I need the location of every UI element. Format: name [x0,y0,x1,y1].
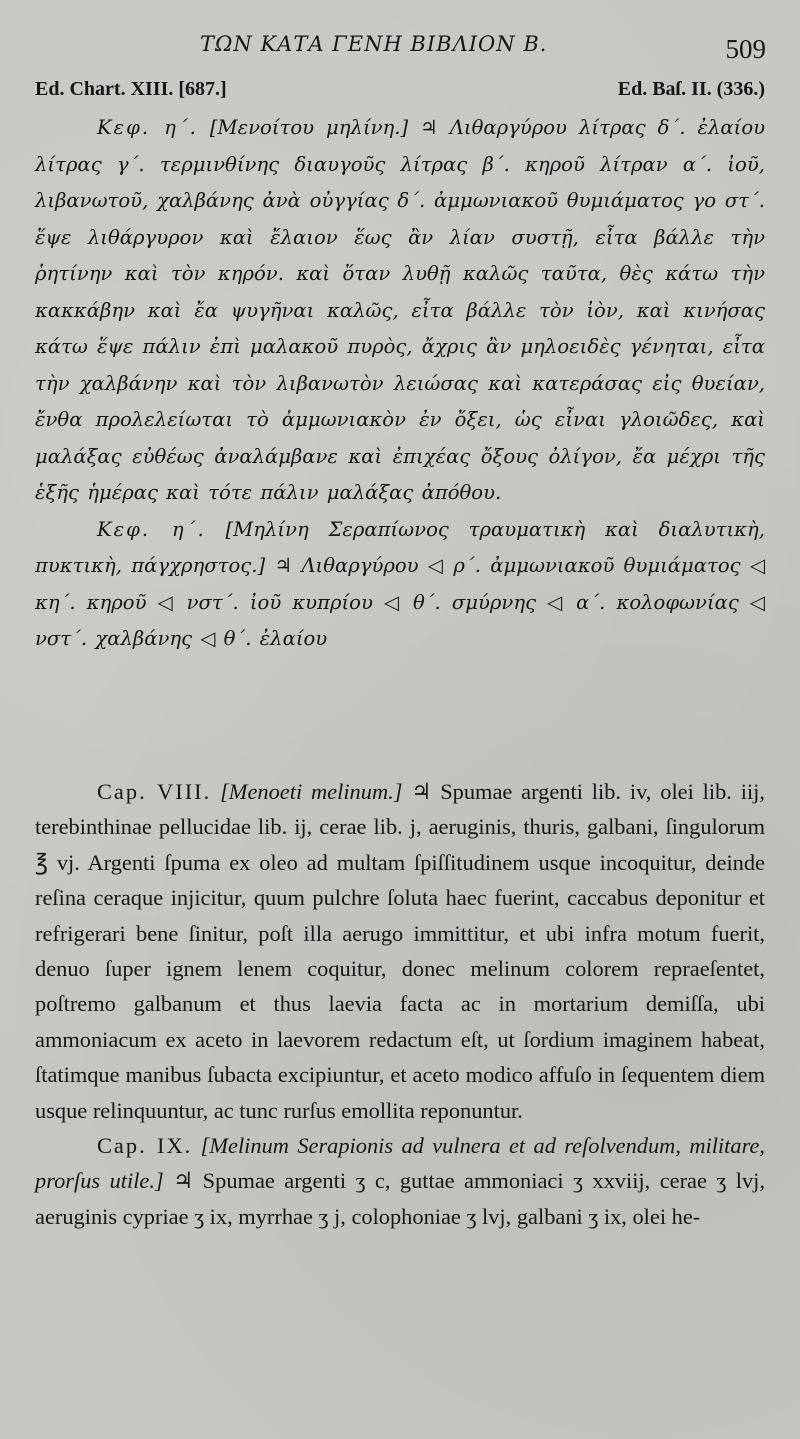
greek-paragraph-chapter-8 [35,110,765,512]
latin-chapter-body: ♃ Spumae argenti lib. iv, olei lib. iij, terebinthinae pellucidae lib. ij, cerae lib. j, aeruginis, thuris, galbani, ſingulorum ℥ vj. Argenti ſpuma ex oleo ad multam ſpiſſitudinem usque incoquitur, deinde reſina ceraque injicitur, quum pulchre ſoluta haec fuerint, caccabus deponitur et refrigerari bene ſinitur, poſt illa aerugo immittitur, et ubi infra motum fuerit, denuo ſuper ignem lenem coquitur, donec melinum colorem repraeſentet, poſtremo galbanum et thus laevia facta ac in mortarium demiſſa, ubi ammoniacum ex aceto in laevorem redactum eſt, ut ſordium imaginem habeat, ſtatimque manibus ſubacta excipiuntur, et aceto modico affuſo in ſequentem diem usque relinquuntur, ac tunc rurſus emollita reponuntur. [35,779,765,1123]
running-head [0,30,800,64]
latin-text [35,774,765,1234]
latin-paragraph-cap-9 [35,1128,765,1234]
page-number: 509 [725,34,766,64]
latin-chapter-title: [Menoeti melinum.] [220,779,403,804]
greek-chapter-body: ♃ Λιθαργύρου λίτρας δ΄. ἐλαίου λίτρας γ΄. τερμινθίνης διαυγοῦς λίτρας β΄. κηροῦ λίτραν α΄. ἰοῦ, λιβανωτοῦ, χαλβάνης ἀνὰ οὐγγίας δ΄. ἀμμωνιακοῦ θυμιάματος γο στ΄. ἕψε λιθάργυρον καὶ ἔλαιον ἕως ἂν λίαν συστῇ, εἶτα βάλλε τὴν ῥητίνην καὶ τὸν κηρόν. καὶ ὅταν λυθῇ καλῶς ταῦτα, θὲς κάτω τὴν κακκάβην καὶ ἔα ψυγῆναι καλῶς, εἶτα βάλλε τὸν ἰὸν, καὶ κινήσας κάτω ἕψε πάλιν ἐπὶ μαλακοῦ πυρὸς, ἄχρις ἂν μηλοειδὲς γένηται, εἶτα τὴν χαλβάνην καὶ τὸν λιβανωτὸν λειώσας καὶ κατεράσας εἰς θυείαν, ἔνθα προλελείωται τὸ ἀμμωνιακὸν ἐν ὄξει, ὡς εἶναι γλοιῶδες, καὶ μαλάξας εὐθέως ἀναλάμβανε καὶ ἐπιχέας ὄξους ὀλίγον, ἔα μέχρι τῆς ἑξῆς ἡμέρας καὶ τότε πάλιν μαλάξας ἀπόθου. [35,116,766,504]
edition-chartier: Ed. Chart. XIII. [687.] [35,78,227,100]
greek-chapter-title: [Μενοίτου μηλίνη.] [209,116,409,139]
greek-text [35,110,765,658]
latin-chapter-label: Cap. IX. [97,1133,193,1159]
latin-chapter-body: ♃ Spumae argenti ʒ c, guttae ammoniaci ʒ xxviij, cerae ʒ lvj, aeruginis cypriae ʒ ix, myrrhae ʒ j, colophoniae ʒ lvj, galbani ʒ ix, olei he- [35,1168,765,1229]
greek-chapter-label: Κεφ. η΄. [97,116,198,139]
greek-chapter-label: Κεφ. η΄. [97,517,206,541]
greek-paragraph-chapter-8b [35,512,765,658]
latin-chapter-label: Cap. VIII. [97,779,212,804]
running-title: ΤΩΝ ΚΑΤΑ ΓΕΝΗ ΒΙΒΛΙΟΝ Β. [200,32,548,56]
edition-basel: Ed. Baſ. II. (336.) [617,78,765,100]
latin-chapter-title: [Melinum Serapionis ad vulnera et ad reſolvendum, militare, prorſus utile.] [35,1133,765,1194]
greek-chapter-body: ♃ Λιθαργύρου ◁ ρ΄. ἀμμωνιακοῦ θυμιάματος ◁ κη΄. κηροῦ ◁ νστ΄. ἰοῦ κυπρίου ◁ θ΄. σμύρνης ◁ α΄. κολοφωνίας ◁ νστ΄. χαλβάνης ◁ θ΄. ἐλαίου [35,554,766,650]
greek-chapter-title: [Μηλίνη Σεραπίωνος τραυματικὴ καὶ διαλυτικὴ, πυκτικὴ, πάγχρηστος.] [35,517,765,577]
latin-paragraph-cap-8 [35,774,765,1128]
